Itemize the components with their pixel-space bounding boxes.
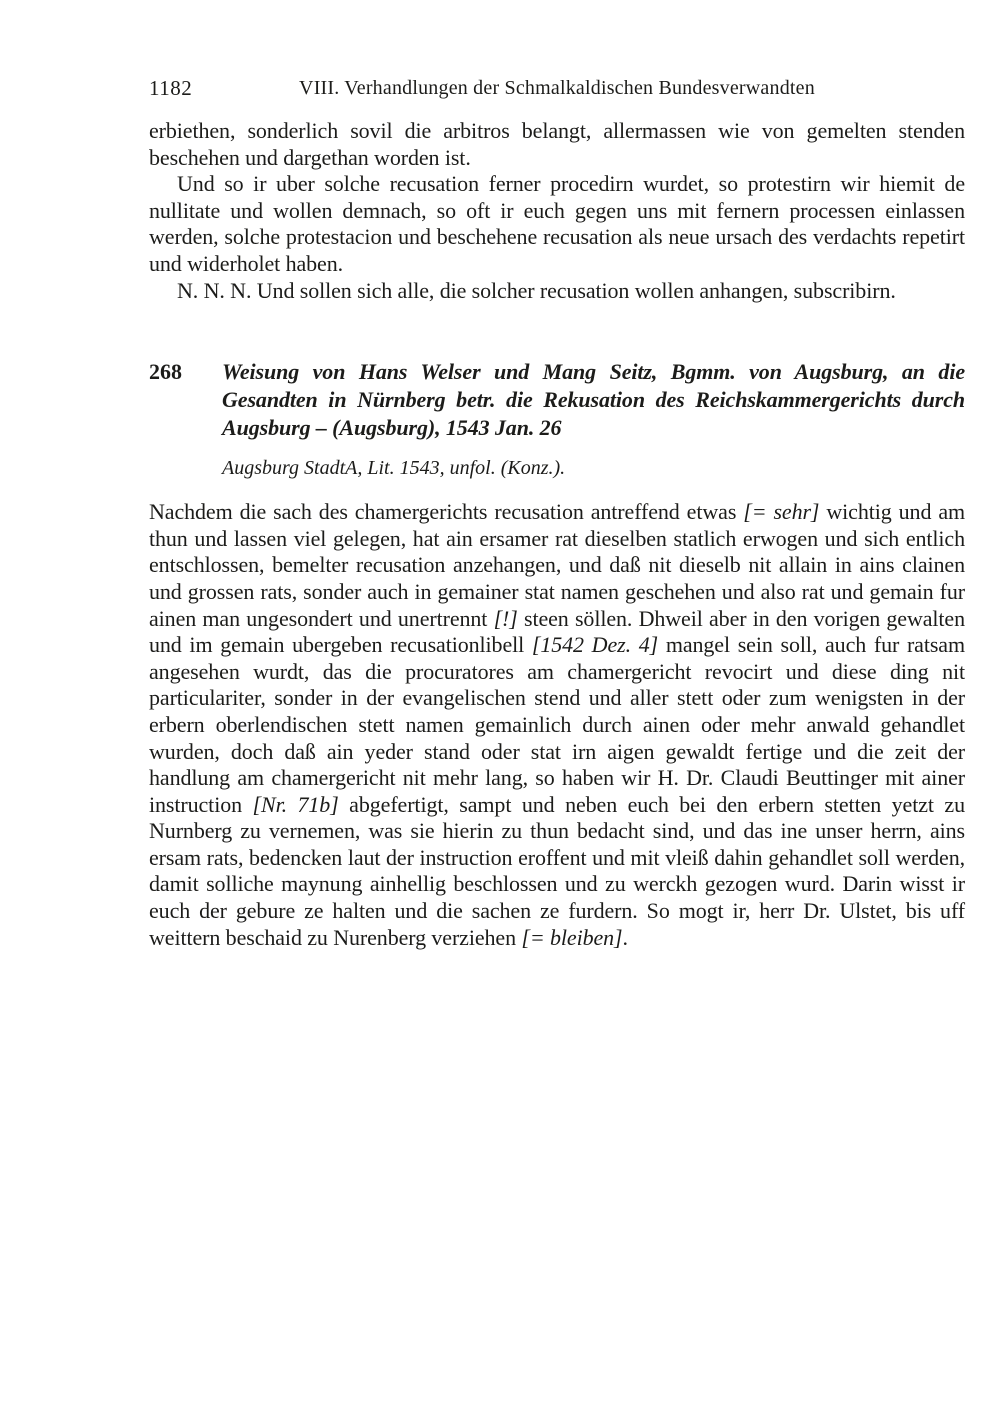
text-segment: . <box>622 924 628 950</box>
entry-body-text <box>149 499 965 951</box>
editorial-note: [!] <box>493 605 518 631</box>
page-number: 1182 <box>149 76 193 100</box>
text-segment: N. N. N. Und sollen sich alle, die solcher recusation wollen anhangen, subscribirn. <box>177 277 896 303</box>
editorial-note: [= bleiben] <box>521 924 623 950</box>
text-segment: Nachdem die sach des chamergerichts recusation antreffend etwas <box>149 499 744 525</box>
editorial-note: [= sehr] <box>743 499 820 525</box>
entry-title: Weisung von Hans Welser und Mang Seitz, Bgmm. von Augsburg, an die Gesandten in Nürnberg betr. die Rekusation des Reichskammergerichts durch Augsburg – (Augsburg), 1543 Jan. 26 <box>222 359 965 441</box>
document-entry-268 <box>149 358 965 951</box>
page-header <box>149 76 965 104</box>
paragraph <box>149 278 965 305</box>
text-segment: wichtig und am thun und lassen viel gelegen, hat ain ersamer rat dieselben statlich erwogen und sich entlich entschlossen, bemelter recusation anzehangen, und daß nit dieselb nit allain in ains clainen und grossen rats, sonder auch in gemainer stat namen geschehen und also rat und gemain fur ainen man ungesondert und unertrennt <box>149 499 965 631</box>
entry-number: 268 <box>149 359 182 385</box>
text-segment: mangel sein soll, auch fur ratsam angesehen wurdt, das die procuratores am chamergericht revocirt und diese ding nit particulariter, sonder in der evangelischen stend und aller stett oder zum wenigsten in der erbern oberlendischen stett namen gemainlich durch ainen oder mehr anwald gehandlet wurden, doch daß ain yeder stand oder stat irn aigen gewaldt fertige und die zeit der handlung am chamergericht nit mehr lang, so haben wir H. Dr. Claudi Beuttinger mit ainer instruction <box>149 632 965 817</box>
editorial-note: [Nr. 71b] <box>252 791 339 817</box>
paragraph-continued <box>149 118 965 171</box>
editorial-note: [1542 Dez. 4] <box>531 632 659 658</box>
text-segment: Und so ir uber solche recusation ferner procedirn wurdet, so protestirn wir hiemit de nullitate und wollen demnach, so oft ir euch gegen uns mit fernern processen einlassen werden, solche protestacion und beschehene recusation als neue ursach des verdachts repetirt und widerholet haben. <box>149 171 965 276</box>
entry-source-citation: Augsburg StadtA, Lit. 1543, unfol. (Konz.). <box>222 457 566 480</box>
text-column <box>149 0 965 951</box>
continued-text-block <box>149 118 965 304</box>
text-segment: abgefertigt, sampt und neben euch bei den erbern stetten yetzt zu Nurnberg zu vernemen, was sie hierin zu thun bedacht sind, und das ine unser herrn, ains ersam rats, bedencken laut der instruction eroffent und mit vleiß dahin gehandlet soll werden, damit solliche maynung ainhellig beschlossen und zu werckh gezogen wurd. Darin wisst ir euch der gebure ze halten und die sachen ze furdern. So mogt ir, herr Dr. Ulstet, bis uff weittern beschaid zu Nurenberg verziehen <box>149 791 965 950</box>
text-segment: steen söllen. Dhweil aber in den vorigen gewalten und im gemain ubergeben recusationlibell <box>149 605 965 658</box>
text-segment: erbiethen, sonderlich sovil die arbitros belangt, allermassen wie von gemelten stenden beschehen und dargethan worden ist. <box>149 118 965 170</box>
chapter-title: VIII. Verhandlungen der Schmalkaldischen Bundesverwandten <box>299 77 815 99</box>
paragraph <box>149 171 965 277</box>
